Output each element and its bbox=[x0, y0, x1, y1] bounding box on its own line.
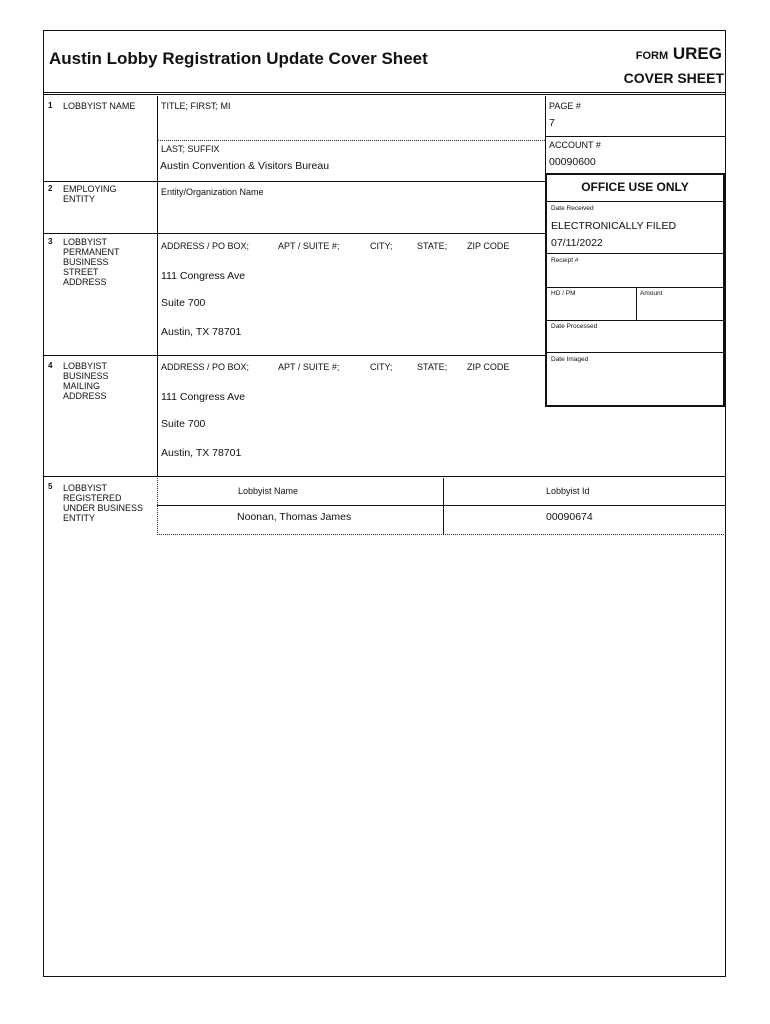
name-dotted-divider bbox=[158, 140, 545, 141]
date-processed-top-rule bbox=[545, 320, 725, 321]
section-5-header-rule bbox=[157, 505, 726, 506]
section-3-bottom-rule bbox=[43, 355, 545, 356]
section-4-bottom-rule bbox=[43, 476, 726, 477]
mailing-city-col-label: CITY; bbox=[370, 362, 393, 372]
date-imaged-label: Date Imaged bbox=[551, 356, 589, 363]
mailing-address-line-1: 111 Congress Ave bbox=[161, 391, 246, 403]
date-imaged-top-rule bbox=[545, 352, 725, 353]
section-5-left-divider bbox=[157, 478, 158, 535]
hdpm-top-rule bbox=[545, 287, 725, 288]
header-divider bbox=[43, 92, 726, 95]
apt-col-label: APT / SUITE #; bbox=[278, 241, 340, 251]
receipt-number-label: Receipt # bbox=[551, 257, 579, 264]
section-5-number: 5 bbox=[48, 482, 53, 491]
mailing-apt-col-label: APT / SUITE #; bbox=[278, 362, 340, 372]
section-4-number: 4 bbox=[48, 361, 53, 370]
lobbyist-id-value: 00090674 bbox=[546, 511, 593, 523]
street-address-line-3: Austin, TX 78701 bbox=[161, 326, 242, 338]
account-number-label: ACCOUNT # bbox=[549, 140, 601, 150]
form-prefix: FORM bbox=[635, 50, 669, 62]
lobbyist-name-value: Noonan, Thomas James bbox=[237, 511, 352, 523]
page-number-label: PAGE # bbox=[549, 101, 581, 111]
street-address-line-1: 111 Congress Ave bbox=[161, 270, 246, 282]
date-received-label: Date Received bbox=[551, 205, 594, 212]
title-first-mi-label: TITLE; FIRST; MI bbox=[161, 101, 231, 111]
label-column-divider bbox=[157, 96, 158, 476]
state-col-label: STATE; bbox=[417, 241, 448, 251]
hd-pm-label: HD / PM bbox=[551, 290, 576, 297]
zip-col-label: ZIP CODE bbox=[467, 241, 510, 251]
section-3-label: LOBBYIST PERMANENT BUSINESS STREET ADDRESS bbox=[63, 237, 120, 287]
section-1-number: 1 bbox=[48, 101, 53, 110]
filing-status: ELECTRONICALLY FILED bbox=[551, 220, 677, 232]
section-2-label: EMPLOYING ENTITY bbox=[63, 184, 117, 204]
receipt-top-rule bbox=[545, 253, 725, 254]
street-address-line-2: Suite 700 bbox=[161, 297, 206, 309]
mailing-address-line-3: Austin, TX 78701 bbox=[161, 447, 242, 459]
mailing-address-col-label: ADDRESS / PO BOX; bbox=[161, 362, 250, 372]
city-col-label: CITY; bbox=[370, 241, 393, 251]
form-code bbox=[636, 44, 722, 64]
mailing-state-col-label: STATE; bbox=[417, 362, 448, 372]
cover-sheet-label: COVER SHEET bbox=[623, 70, 724, 86]
hdpm-amount-divider bbox=[636, 287, 637, 320]
section-2-number: 2 bbox=[48, 184, 53, 193]
section-4-label: LOBBYIST BUSINESS MAILING ADDRESS bbox=[63, 361, 109, 401]
last-suffix-label: LAST; SUFFIX bbox=[161, 144, 220, 154]
form-title: Austin Lobby Registration Update Cover Sheet bbox=[49, 49, 428, 68]
section-3-number: 3 bbox=[48, 237, 53, 246]
mailing-zip-col-label: ZIP CODE bbox=[467, 362, 510, 372]
section-1-label: LOBBYIST NAME bbox=[63, 101, 136, 111]
section-5-label: LOBBYIST REGISTERED UNDER BUSINESS ENTITY bbox=[63, 483, 144, 523]
date-received-value: 07/11/2022 bbox=[551, 237, 603, 249]
amount-label: Amount bbox=[640, 290, 663, 297]
section-1-bottom-rule bbox=[43, 181, 545, 182]
lobbyist-name-col-header: Lobbyist Name bbox=[238, 486, 299, 496]
office-use-title: OFFICE USE ONLY bbox=[581, 180, 689, 194]
account-number-value: 00090600 bbox=[549, 156, 596, 168]
section-5-col-divider bbox=[443, 478, 444, 534]
entity-name-label: Entity/Organization Name bbox=[161, 187, 264, 197]
lobbyist-id-col-header: Lobbyist Id bbox=[546, 486, 590, 496]
date-processed-label: Date Processed bbox=[551, 323, 598, 330]
page-account-divider bbox=[545, 136, 726, 137]
section-5-bottom-dotted-rule bbox=[157, 534, 726, 535]
form-code-value: UREG bbox=[672, 44, 722, 63]
page-number-value: 7 bbox=[549, 117, 555, 129]
office-title-rule bbox=[545, 201, 725, 202]
lobbyist-last-name-value: Austin Convention & Visitors Bureau bbox=[160, 160, 330, 172]
address-col-label: ADDRESS / PO BOX; bbox=[161, 241, 250, 251]
mailing-address-line-2: Suite 700 bbox=[161, 418, 206, 430]
right-column-divider bbox=[545, 96, 546, 181]
section-2-bottom-rule bbox=[43, 233, 545, 234]
